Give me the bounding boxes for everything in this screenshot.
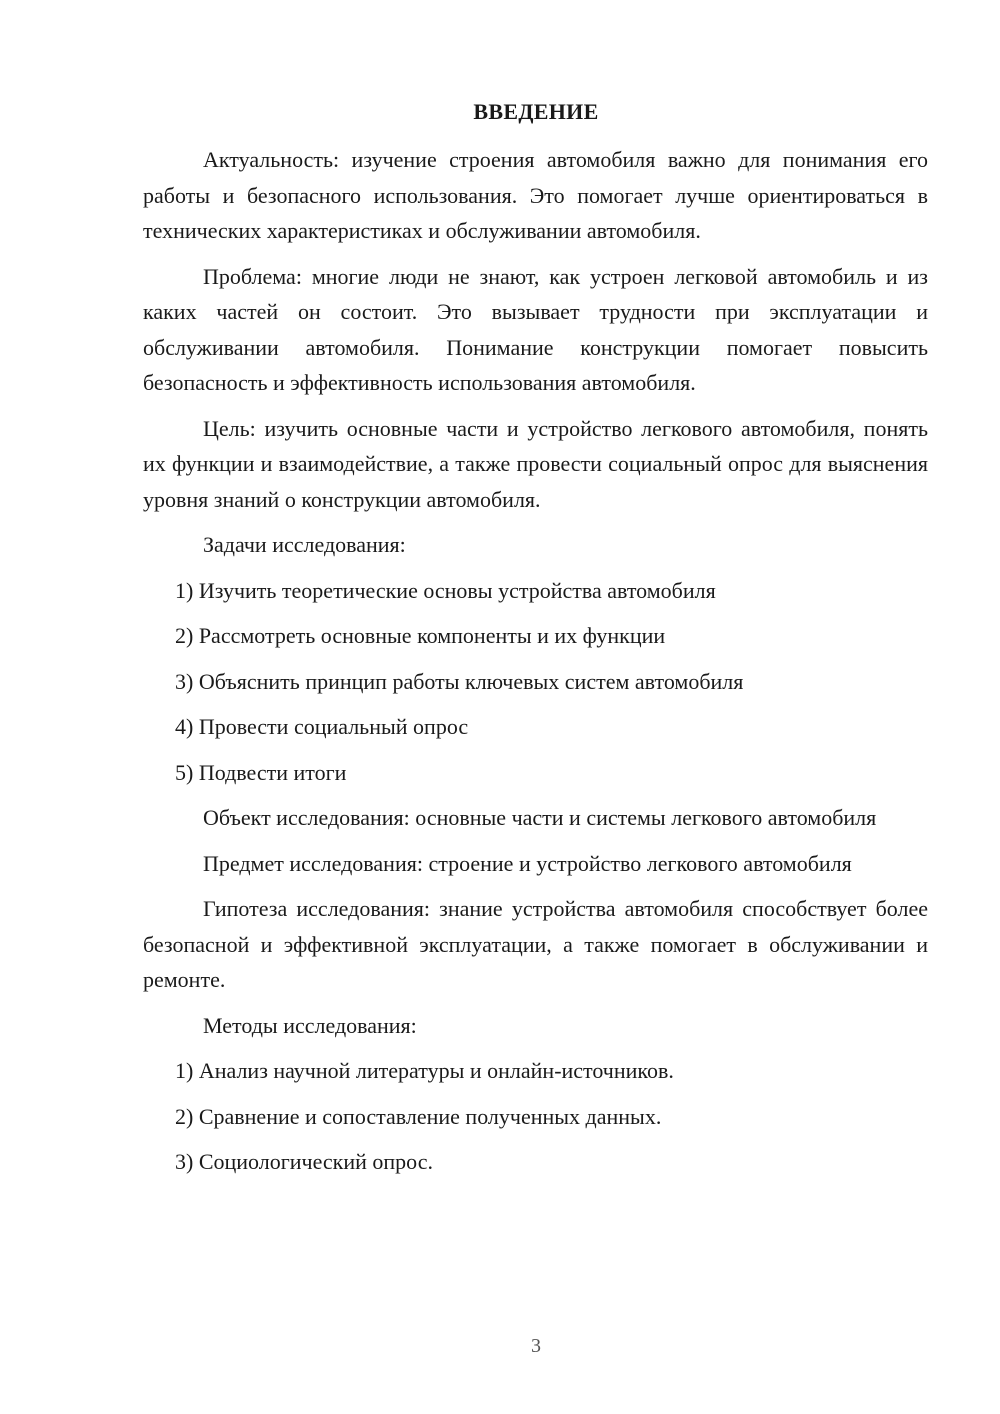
task-item: 5) Подвести итоги bbox=[175, 759, 347, 785]
subject-paragraph: Предмет исследования: строение и устройство легкового автомобиля bbox=[203, 850, 852, 876]
task-item: 3) Объяснить принцип работы ключевых систем автомобиля bbox=[175, 668, 744, 694]
goal-paragraph: Цель: изучить основные части и устройство легкового автомобиля, понять их функции и взаимодействие, а также провести социальный опрос для выяснения уровня знаний о конструкции автомобиля. bbox=[143, 415, 928, 512]
section-title: ВВЕДЕНИЕ bbox=[473, 99, 599, 124]
problem-paragraph: Проблема: многие люди не знают, как устроен легковой автомобиль и из каких частей он состоит. Это вызывает трудности при эксплуатации и обслуживании автомобиля. Понимание конструкции помогает повысить безопасность и эффективность использования автомобиля. bbox=[143, 263, 928, 395]
page-number: 3 bbox=[531, 1335, 541, 1357]
task-item: 4) Провести социальный опрос bbox=[175, 714, 469, 739]
method-item: 1) Анализ научной литературы и онлайн-источников. bbox=[175, 1058, 674, 1083]
relevance-paragraph: Актуальность: изучение строения автомобиля важно для понимания его работы и безопасного использования. Это помогает лучше ориентироваться в технических характеристиках и обслуживании автомобиля. bbox=[143, 147, 928, 243]
tasks-heading: Задачи исследования: bbox=[203, 532, 406, 557]
object-paragraph: Объект исследования: основные части и системы легкового автомобиля bbox=[203, 805, 877, 830]
method-item: 3) Социологический опрос. bbox=[175, 1149, 433, 1174]
body-text bbox=[143, 142, 928, 1190]
hypothesis-paragraph: Гипотеза исследования: знание устройства автомобиля способствует более безопасной и эффективной эксплуатации, а также помогает в обслуживании и ремонте. bbox=[143, 896, 928, 992]
task-item: 1) Изучить теоретические основы устройства автомобиля bbox=[175, 577, 716, 603]
method-item: 2) Сравнение и сопоставление полученных данных. bbox=[175, 1103, 662, 1129]
task-item: 2) Рассмотреть основные компоненты и их функции bbox=[175, 623, 666, 648]
methods-heading: Методы исследования: bbox=[203, 1012, 417, 1038]
